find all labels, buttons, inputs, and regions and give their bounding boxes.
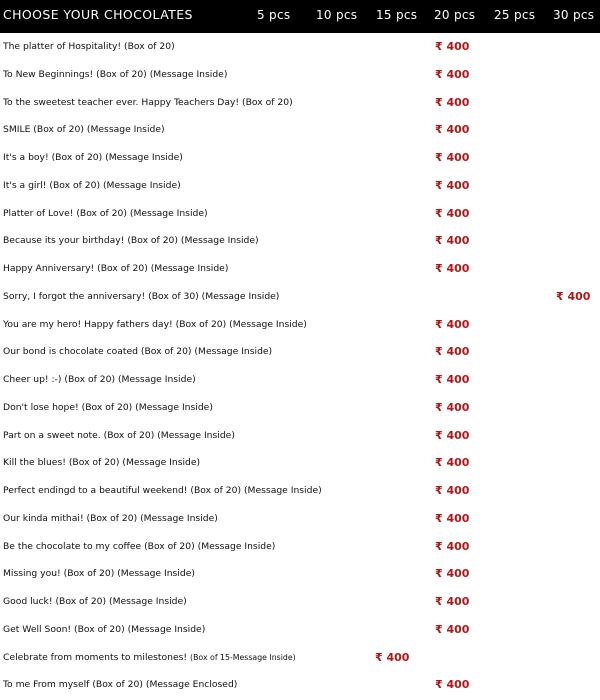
item-name: You are my hero! Happy fathers day! (Box of 20) (Message Inside) xyxy=(3,318,307,330)
column-header-5-pcs: 5 pcs xyxy=(257,8,291,22)
item-name-suffix: (Box of 15-Message Inside) xyxy=(190,652,296,662)
item-name: Good luck! (Box of 20) (Message Inside) xyxy=(3,596,187,607)
item-price[interactable]: ₹ 400 xyxy=(375,650,410,664)
item-name xyxy=(3,652,296,663)
menu-item-row[interactable] xyxy=(0,312,600,340)
menu-item-row[interactable] xyxy=(0,450,600,478)
column-header-10-pcs: 10 pcs xyxy=(316,8,358,22)
menu-item-row[interactable] xyxy=(0,145,600,173)
menu-item-row[interactable] xyxy=(0,672,600,700)
item-name: Get Well Soon! (Box of 20) (Message Inside) xyxy=(3,623,206,635)
menu-item-row[interactable] xyxy=(0,228,600,256)
menu-item-row[interactable] xyxy=(0,506,600,534)
item-name: Platter of Love! (Box of 20) (Message Inside) xyxy=(3,207,208,219)
menu-item-row[interactable] xyxy=(0,589,600,617)
column-header-25-pcs: 25 pcs xyxy=(494,8,536,22)
item-price[interactable]: ₹ 400 xyxy=(435,622,470,636)
menu-item-row[interactable] xyxy=(0,34,600,62)
item-name: Because its your birthday! (Box of 20) (Message Inside) xyxy=(3,235,259,247)
item-name: To the sweetest teacher ever. Happy Teachers Day! (Box of 20) xyxy=(3,96,293,108)
item-price[interactable]: ₹ 400 xyxy=(435,345,470,359)
item-name: To New Beginnings! (Box of 20) (Message Inside) xyxy=(3,68,228,80)
item-price[interactable]: ₹ 400 xyxy=(435,595,470,608)
item-name: It's a girl! (Box of 20) (Message Inside) xyxy=(3,179,181,191)
menu-item-row[interactable] xyxy=(0,367,600,395)
item-price[interactable]: ₹ 400 xyxy=(435,456,470,470)
menu-item-row[interactable] xyxy=(0,173,600,201)
item-price[interactable]: ₹ 400 xyxy=(435,262,470,275)
item-price[interactable]: ₹ 400 xyxy=(435,151,470,164)
item-price[interactable]: ₹ 400 xyxy=(435,95,470,109)
item-price[interactable]: ₹ 400 xyxy=(435,428,470,442)
item-price[interactable]: ₹ 400 xyxy=(435,40,470,53)
item-price[interactable]: ₹ 400 xyxy=(435,67,470,81)
item-price[interactable]: ₹ 400 xyxy=(435,678,470,692)
item-name: To me From myself (Box of 20) (Message Enclosed) xyxy=(3,679,238,691)
item-price[interactable]: ₹ 400 xyxy=(435,567,470,581)
item-name: Missing you! (Box of 20) (Message Inside) xyxy=(3,568,195,580)
item-name: Kill the blues! (Box of 20) (Message Inside) xyxy=(3,457,201,469)
item-name: Sorry, I forgot the anniversary! (Box of 30) (Message Inside) xyxy=(3,290,280,302)
menu-item-row[interactable] xyxy=(0,478,600,506)
item-price[interactable]: ₹ 400 xyxy=(435,123,470,137)
menu-item-row[interactable] xyxy=(0,423,600,451)
item-name: Cheer up! :-) (Box of 20) (Message Inside) xyxy=(3,374,196,385)
item-name: Part on a sweet note. (Box of 20) (Message Inside) xyxy=(3,429,235,441)
column-header-20-pcs: 20 pcs xyxy=(434,8,476,22)
item-price[interactable]: ₹ 400 xyxy=(435,317,470,331)
menu-item-row[interactable] xyxy=(0,617,600,645)
menu-item-row[interactable] xyxy=(0,117,600,145)
item-name: SMILE (Box of 20) (Message Inside) xyxy=(3,124,165,136)
column-header-30-pcs: 30 pcs xyxy=(553,8,595,22)
menu-list xyxy=(0,34,600,700)
menu-item-row[interactable] xyxy=(0,339,600,367)
item-name-main: Celebrate from moments to milestones! xyxy=(3,651,188,663)
menu-item-row[interactable] xyxy=(0,645,600,673)
column-header-15-pcs: 15 pcs xyxy=(376,8,418,22)
menu-item-row[interactable] xyxy=(0,201,600,229)
item-price[interactable]: ₹ 400 xyxy=(435,400,470,414)
item-name: The platter of Hospitality! (Box of 20) xyxy=(3,41,175,52)
menu-item-row[interactable] xyxy=(0,90,600,118)
menu-item-row[interactable] xyxy=(0,256,600,284)
item-name: Be the chocolate to my coffee (Box of 20) (Message Inside) xyxy=(3,540,276,552)
menu-item-row[interactable] xyxy=(0,62,600,90)
item-name: Happy Anniversary! (Box of 20) (Message Inside) xyxy=(3,263,229,274)
menu-title: CHOOSE YOUR CHOCOLATES xyxy=(3,7,193,22)
item-price[interactable]: ₹ 400 xyxy=(435,511,470,525)
item-price[interactable]: ₹ 400 xyxy=(435,373,470,386)
item-price[interactable]: ₹ 400 xyxy=(435,206,470,220)
menu-header xyxy=(0,0,600,33)
item-name: Our kinda mithai! (Box of 20) (Message Inside) xyxy=(3,512,218,524)
menu-item-row[interactable] xyxy=(0,561,600,589)
item-name: Our bond is chocolate coated (Box of 20) (Message Inside) xyxy=(3,346,273,358)
item-price[interactable]: ₹ 400 xyxy=(435,178,470,192)
menu-item-row[interactable] xyxy=(0,534,600,562)
item-name: It's a boy! (Box of 20) (Message Inside) xyxy=(3,152,183,163)
item-name: Don't lose hope! (Box of 20) (Message Inside) xyxy=(3,401,213,413)
item-price[interactable]: ₹ 400 xyxy=(435,484,470,497)
item-name: Perfect endingd to a beautiful weekend! (Box of 20) (Message Inside) xyxy=(3,485,322,496)
item-price[interactable]: ₹ 400 xyxy=(435,234,470,248)
item-price[interactable]: ₹ 400 xyxy=(435,539,470,553)
menu-item-row[interactable] xyxy=(0,284,600,312)
menu-item-row[interactable] xyxy=(0,395,600,423)
item-price[interactable]: ₹ 400 xyxy=(556,289,591,303)
